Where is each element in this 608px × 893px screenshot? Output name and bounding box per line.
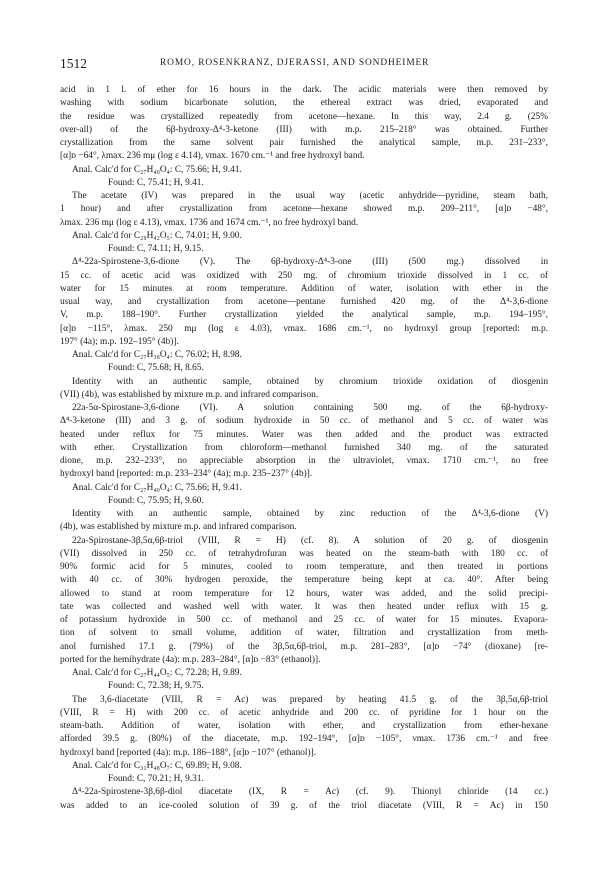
text-line: 15 cc. of acetic acid was oxidized with 250 mg. of chromium trioxide dissolved in 1 cc. of xyxy=(60,270,548,281)
page-header xyxy=(60,56,548,72)
text-line: (VII) (4b), was established by mixture m.p. and infrared comparison. xyxy=(60,389,319,400)
analysis-line: Anal. Calc'd for C₂₇H₄₄O₅: C, 72.28; H, 9.89. xyxy=(72,668,242,678)
text-line: crystallization from the same solvent pair furnished the analytical sample, m.p. 231–233°, xyxy=(60,138,548,148)
text-line: water for 15 minutes at room temperature. Addition of water, isolation with ether in the xyxy=(60,283,548,294)
analysis-line: Anal. Calc'd for C₂₉H₄₂O₅: C, 74.01; H, 9.00. xyxy=(72,230,242,241)
text-line: (4b), was established by mixture m.p. and infrared comparison. xyxy=(60,522,297,533)
analysis-line: Anal. Calc'd for C₃₁H₄₈O₇: C, 69.89; H, 9.08. xyxy=(72,760,242,771)
analysis-line: Anal. Calc'd for C₂₇H₄₀O₄: C, 75.66; H, 9.41. xyxy=(72,164,242,175)
text-line: over-all) of the 6β-hydroxy-Δ⁴-3-ketone (III) with m.p. 215–218° was obtained. Further xyxy=(60,124,548,135)
text-line: (VIII, R = H) with 200 cc. of acetic anhydride and 200 cc. of pyridine for 1 hour on the xyxy=(60,707,548,718)
text-line: tion of solvent to small volume, addition of water, filtration and crystallization from meth- xyxy=(60,628,548,639)
page-number: 1512 xyxy=(60,56,87,71)
found-line: Found: C, 74.11; H, 9.15. xyxy=(108,244,204,254)
text-line: with ether. Crystallization from chloroform—methanol furnished 340 mg. of the saturated xyxy=(60,442,548,453)
text-line: tate was collected and washed well with water. It was then heated under reflux with 15 g. xyxy=(60,601,548,612)
article-body xyxy=(60,84,548,813)
running-title: ROMO, ROSENKRANZ, DJERASSI, AND SONDHEIMER xyxy=(160,58,430,68)
found-line: Found: C, 75.41; H, 9.41. xyxy=(108,177,204,188)
text-line: was added to an ice-cooled solution of 39 g. of the triol diacetate (VIII, R = Ac) in 150 xyxy=(60,800,548,811)
text-line: The acetate (IV) was prepared in the usual way (acetic anhydride—pyridine, steam bath, xyxy=(72,191,548,201)
text-line: heated under reflux for 75 minutes. Water was then added and the product was extracted xyxy=(60,429,548,440)
text-line: anol furnished 17.1 g. (79%) of the 3β,5α,6β-triol, m.p. 281–283°, [α]ᴅ −74° (dioxane) [re- xyxy=(60,641,548,652)
text-line: of potassium hydroxide in 500 cc. of methanol and 25 cc. of water for 15 minutes. Evapora- xyxy=(60,615,548,625)
text-line: the residue was crystallized repeatedly from acetone—hexane. In this way, 2.4 g. (25% xyxy=(60,111,548,122)
text-line: Identity with an authentic sample, obtained by zinc reduction of the Δ⁴-3,6-dione (V) xyxy=(72,509,548,519)
text-line: allowed to stand at room temperature for 12 hours, water was added, and the solid precipi- xyxy=(60,588,548,599)
text-line: [α]ᴅ −64°, λmax. 236 mμ (log ε 4.14), νmax. 1670 cm.⁻¹ and free hydroxyl band. xyxy=(60,151,365,162)
text-line: 197° (4a); m.p. 192–195° (4b)]. xyxy=(60,336,179,347)
text-line: [α]ᴅ −115°, λmax. 250 mμ (log ε 4.03), νmax. 1686 cm.⁻¹, no hydroxyl group [reported: m.p. xyxy=(60,323,548,334)
text-line: V, m.p. 188–190°. Further crystallization yielded the analytical sample, m.p. 194–195°, xyxy=(60,310,548,321)
text-line: 22a-5α-Spirostane-3,6-dione (VI). A solution containing 500 mg. of the 6β-hydroxy- xyxy=(72,403,548,413)
text-line: usual way, and crystallization from acetone—pentane furnished 420 mg. of the Δ⁴-3,6-dione xyxy=(60,297,548,307)
text-line: 22a-Spirostane-3β,5α,6β-triol (VIII, R = H) (cf. 8). A solution of 20 g. of diosgenin xyxy=(72,535,548,546)
analysis-line: Anal. Calc'd for C₂₇H₄₀O₄: C, 75.66; H, 9.41. xyxy=(72,482,242,493)
text-line: Δ⁴-22a-Spirostene-3β,6β-diol diacetate (IX, R = Ac) (cf. 9). Thionyl chloride (14 cc.) xyxy=(72,787,548,798)
text-line: hydroxyl band [reported: m.p. 233–234° (4a); m.p. 235–237° (4b)]. xyxy=(60,469,313,480)
found-line: Found: C, 75.68; H, 8.65. xyxy=(108,363,204,374)
found-line: Found: C, 70.21; H, 9.31. xyxy=(108,774,204,784)
text-line: afforded 39.5 g. (80%) of the diacetate, m.p. 192–194°, [α]ᴅ −105°, νmax. 1736 cm.⁻¹ and free xyxy=(60,734,548,745)
found-line: Found: C, 72.38; H, 9.75. xyxy=(108,681,204,692)
text-line: 90% formic acid for 5 minutes, cooled to room temperature, and then treated in portions xyxy=(60,562,548,572)
text-line: ported for the hemihydrate (4a): m.p. 283–284°, [α]ᴅ −83° (ethanol)]. xyxy=(60,654,321,665)
text-line: acid in 1 l. of ether for 16 hours in the dark. The acidic materials were then removed by xyxy=(60,85,548,95)
text-line: Δ⁴-22a-Spirostene-3,6-dione (V). The 6β-hydroxy-Δ⁴-3-one (III) (500 mg.) dissolved in xyxy=(72,257,548,268)
text-line: Identity with an authentic sample, obtained by chromium trioxide oxidation of diosgenin xyxy=(72,376,548,387)
text-line: The 3,6-diacetate (VIII, R = Ac) was prepared by heating 41.5 g. of the 3β,5α,6β-triol xyxy=(72,694,548,705)
text-line: Δ⁴-3-ketone (III) and 3 g. of sodium hydroxide in 50 cc. of methanol and 5 cc. of water was xyxy=(60,416,548,427)
text-line: washing with sodium bicarbonate solution, the ethereal extract was dried, evaporated and xyxy=(60,98,548,109)
text-line: with 40 cc. of 30% hydrogen peroxide, the temperature being kept at ca. 40°. After being xyxy=(60,575,548,586)
found-line: Found: C, 75.95; H, 9.60. xyxy=(108,495,204,506)
text-line: 1 hour) and after crystallization from acetone—hexane showed m.p. 209–211°, [α]ᴅ −48°, xyxy=(60,204,548,215)
text-line: dione, m.p. 232–233°, no appreciable absorption in the ultraviolet, νmax. 1710 cm.⁻¹, no free xyxy=(60,456,548,466)
analysis-line: Anal. Calc'd for C₂₇H₃₈O₄: C, 76.02; H, 8.98. xyxy=(72,350,242,360)
text-line: (VII) dissolved in 250 cc. of tetrahydrofuran was heated on the steam-bath with 180 cc. of xyxy=(60,548,548,559)
text-line: λmax. 236 mμ (log ε 4.13), νmax. 1736 and 1674 cm.⁻¹, no free hydroxyl band. xyxy=(60,217,359,228)
text-line: steam-bath. Addition of water, isolation with ether, and crystallization from ether-hexane xyxy=(60,721,548,731)
text-line: hydroxyl band [reported (4a): m.p. 186–188°, [α]ᴅ −107° (ethanol)]. xyxy=(60,747,317,758)
